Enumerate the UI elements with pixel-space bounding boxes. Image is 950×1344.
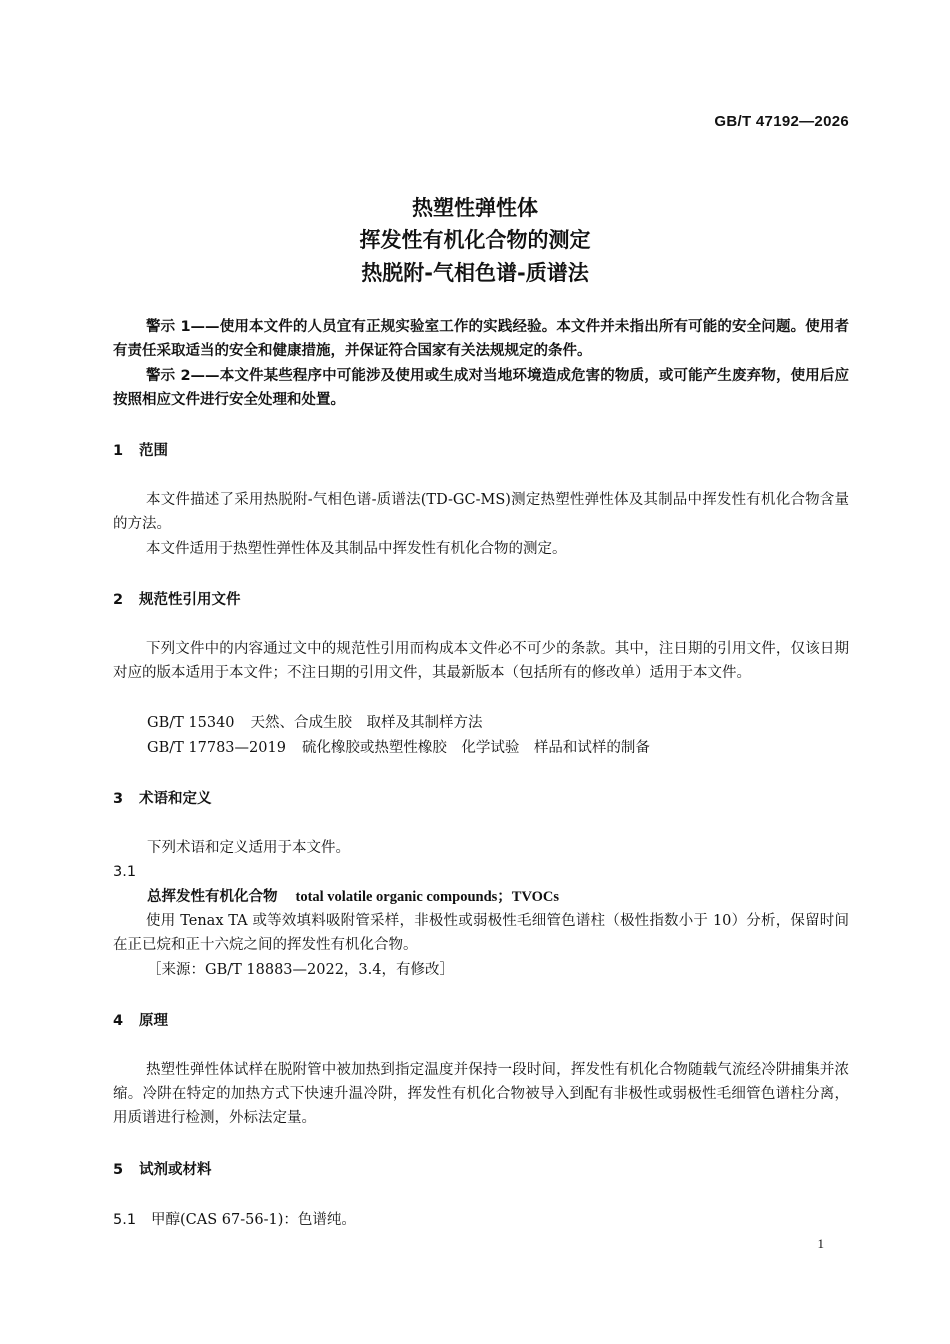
standard-number: GB/T 47192—2026 <box>714 113 849 130</box>
warning-2: 警示 2——本文件某些程序中可能涉及使用或生成对当地环境造成危害的物质，或可能产生废弃物，使用后应按照相应文件进行安全处理和处置。 <box>113 368 849 408</box>
title-line-1: 热塑性弹性体 <box>412 196 538 220</box>
title-line-2: 挥发性有机化合物的测定 <box>359 228 591 252</box>
section-title: 试剂或材料 <box>139 1162 212 1178</box>
scope-paragraph-2: 本文件适用于热塑性弹性体及其制品中挥发性有机化合物的测定。 <box>146 541 567 557</box>
reference-code: GB/T 17783—2019 <box>147 740 286 756</box>
section-4-heading <box>113 1009 168 1033</box>
section-1-heading <box>113 439 168 463</box>
section-title: 规范性引用文件 <box>139 592 241 608</box>
reference-2 <box>147 736 650 760</box>
term-english: total volatile organic compounds；TVOCs <box>295 889 560 905</box>
reference-title: 硫化橡胶或热塑性橡胶 化学试验 样品和试样的制备 <box>301 740 650 756</box>
warning-1: 警示 1——使用本文件的人员宜有正规实验室工作的实践经验。本文件并未指出所有可能的安全问题。使用者有责任采取适当的安全和健康措施，并保证符合国家有关法规规定的条件。 <box>113 319 849 359</box>
references-intro: 下列文件中的内容通过文中的规范性引用而构成本文件必不可少的条款。其中，注日期的引用文件，仅该日期对应的版本适用于本文件；不注日期的引用文件，其最新版本（包括所有的修改单）适用于本文件。 <box>113 641 849 681</box>
section-title: 原理 <box>139 1013 168 1029</box>
section-5-heading <box>113 1158 212 1182</box>
page-number: 1 <box>817 1236 824 1251</box>
section-number: 2 <box>113 592 124 608</box>
section-number: 1 <box>113 443 124 459</box>
term-entry <box>147 885 559 909</box>
reference-code: GB/T 15340 <box>147 715 235 731</box>
reference-1 <box>147 711 483 735</box>
section-3-heading <box>113 787 212 811</box>
section-number: 5 <box>113 1162 124 1178</box>
scope-paragraph-1: 本文件描述了采用热脱附-气相色谱-质谱法(TD-GC-MS)测定热塑性弹性体及其制品中挥发性有机化合物含量的方法。 <box>113 492 849 532</box>
item-number: 5.1 <box>113 1212 137 1228</box>
section-title: 术语和定义 <box>139 791 212 807</box>
term-source: ［来源：GB/T 18883—2022，3.4，有修改］ <box>147 962 454 978</box>
principle-paragraph: 热塑性弹性体试样在脱附管中被加热到指定温度并保持一段时间，挥发性有机化合物随载气流经冷阱捕集并浓缩。冷阱在特定的加热方式下快速升温冷阱，挥发性有机化合物被导入到配有非极性或弱极性毛细管色谱柱分离，用质谱进行检测，外标法定量。 <box>113 1062 849 1126</box>
reagent-item <box>113 1208 356 1232</box>
section-title: 范围 <box>139 443 168 459</box>
item-text: 甲醇(CAS 67-56-1)：色谱纯。 <box>151 1212 356 1228</box>
section-number: 4 <box>113 1013 124 1029</box>
terms-intro: 下列术语和定义适用于本文件。 <box>147 840 350 856</box>
term-definition: 使用 Tenax TA 或等效填料吸附管采样，非极性或弱极性毛细管色谱柱（极性指数小于 10）分析，保留时间在正已烷和正十六烷之间的挥发性有机化合物。 <box>113 913 849 953</box>
subclause-number: 3.1 <box>113 864 137 880</box>
term-chinese: 总挥发性有机化合物 <box>147 889 278 905</box>
reference-title: 天然、合成生胶 取样及其制样方法 <box>250 715 483 731</box>
section-number: 3 <box>113 791 124 807</box>
title-line-3: 热脱附-气相色谱-质谱法 <box>361 261 589 285</box>
section-2-heading <box>113 588 241 612</box>
